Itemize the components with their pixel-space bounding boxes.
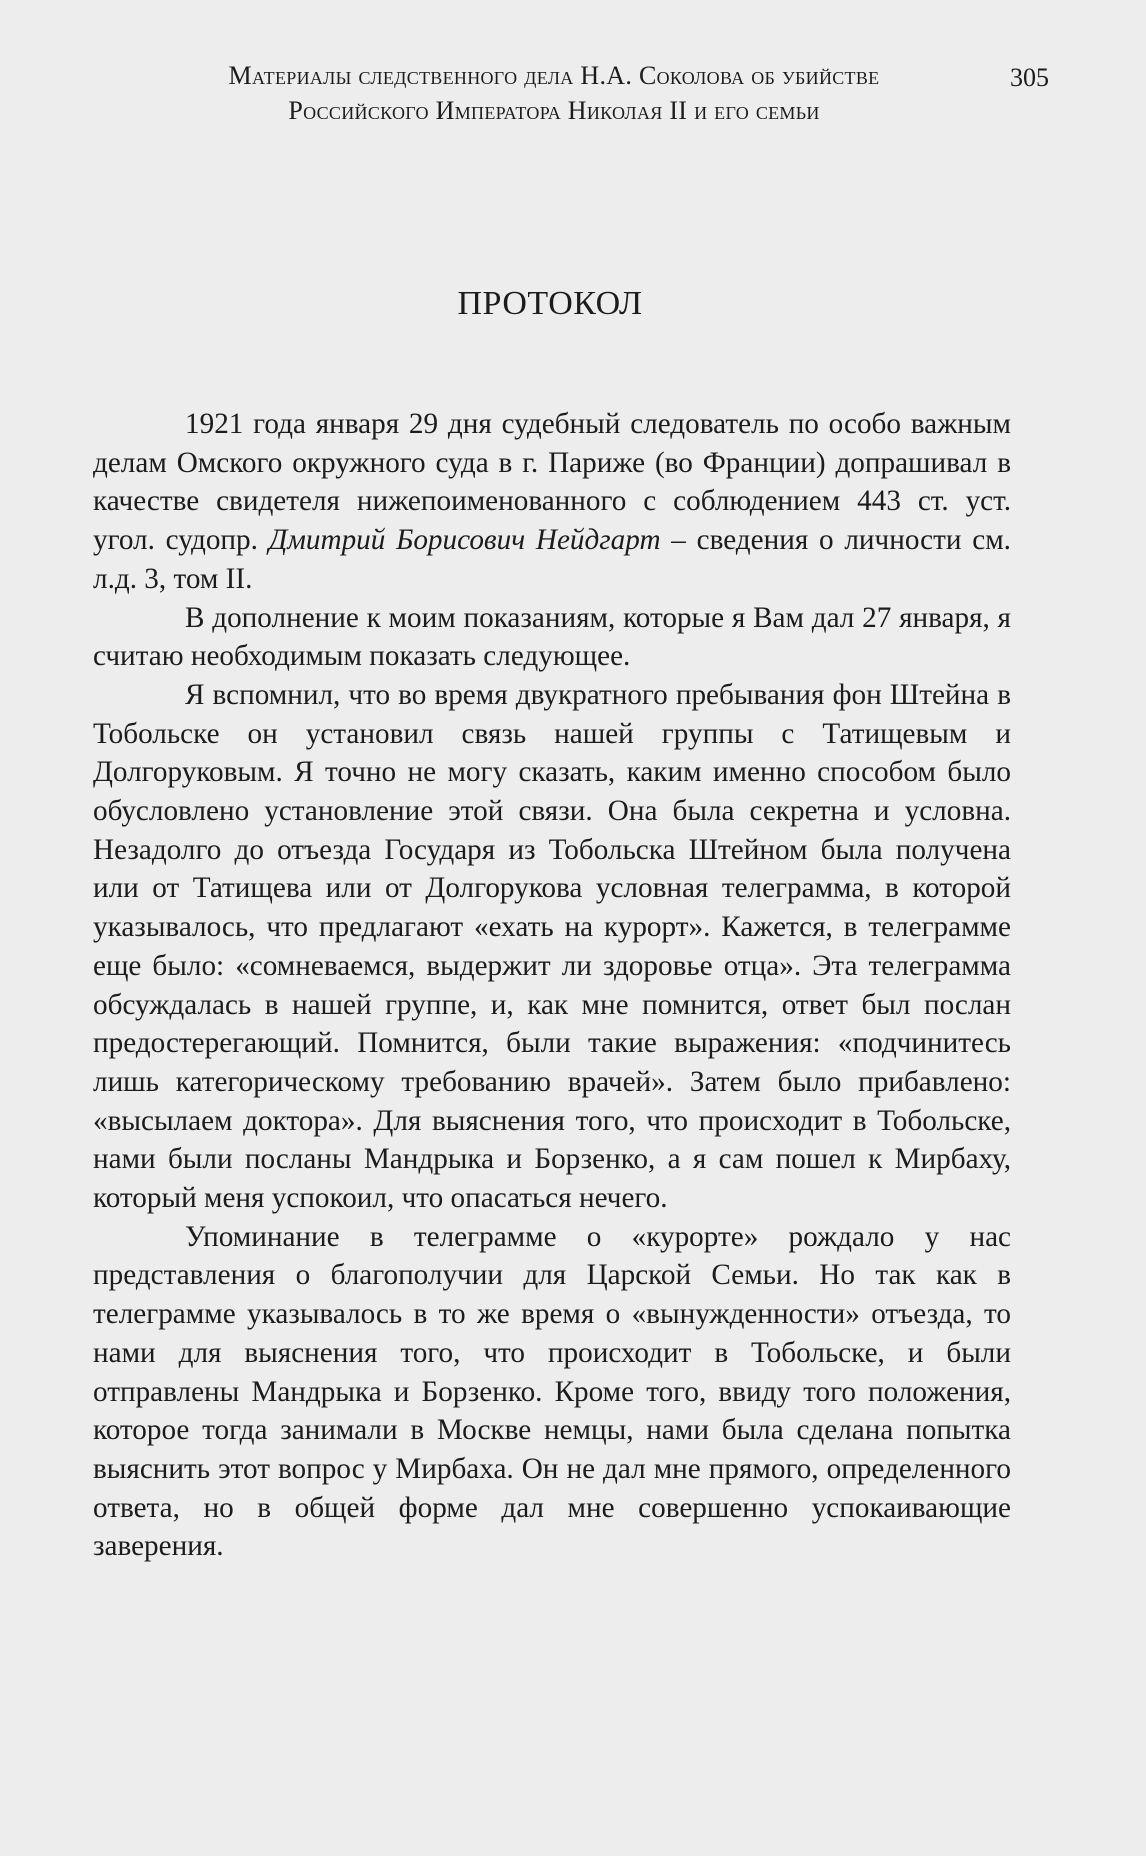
document-title: ПРОТОКОЛ [457,285,643,322]
page-number: 305 [1010,63,1049,92]
running-header [150,58,958,128]
paragraph-4: Упоминание в телеграмме о «курорте» рождало у нас представления о благополучии для Царской Семьи. Но так как в телеграмме указывалось в то же время о «вынужденности» отъезда, то нами для выяснения того, что происходит в Тобольске, и были отправлены Мандрыка и Борзенко. Кроме того, ввиду того положения, которое тогда занимали в Москве немцы, нами была сделана попытка выяснить этот вопрос у Мирбаха. Он не дал мне прямого, определенного ответа, но в общей форме дал мне совершенно успокаивающие заверения. [93,1220,1011,1563]
paragraph-3: Я вспомнил, что во время двукратного пребывания фон Штейна в Тобольске он установил связь нашей группы с Татищевым и Долгоруковым. Я точно не могу сказать, каким именно способом было обусловлено установление этой связи. Она была секретна и условна. Незадолго до отъезда Государя из Тобольска Штейном была получена или от Татищева или от Долгорукова условная телеграмма, в которой указывалось, что предлагают «ехать на курорт». Кажется, в телеграмме еще было: «сомневаемся, выдержит ли здоровье отца». Эта телеграмма обсуждалась в нашей группе, и, как мне помнится, ответ был послан предостерегающий. Помнится, были такие выражения: «подчинитесь лишь категорическому требованию врачей». Затем было прибавлено: «высылаем доктора». Для выяснения того, что происходит в Тобольске, нами были посланы Мандрыка и Борзенко, а я сам пошел к Мирбаху, который меня успокоил, что опасаться нечего. [93,678,1011,1215]
paragraph-1-text-b: – сведения о личности см. л.д. 3, том II. [93,524,1011,595]
paragraph-2: В дополнение к моим показаниям, которые я Вам дал 27 января, я считаю необходимым показать следующее. [93,601,1011,673]
witness-name: Дмитрий Борисович Нейдгарт [268,524,661,557]
running-header-line-2: Российского Императора Николая II и его семьи [288,96,820,125]
body-text [93,405,1011,1566]
paragraph-1 [93,405,1011,599]
running-header-line-1: Материалы следственного дела Н.А. Соколова об убийстве [228,61,880,90]
paragraph-1-text-a: 1921 года января 29 дня судебный следователь по особо важным делам Омского окружного суда в г. Париже (во Франции) допрашивал в качестве свидетеля нижепоименованного с соблюдением 443 ст. уст. угол. судопр. [93,408,1011,557]
